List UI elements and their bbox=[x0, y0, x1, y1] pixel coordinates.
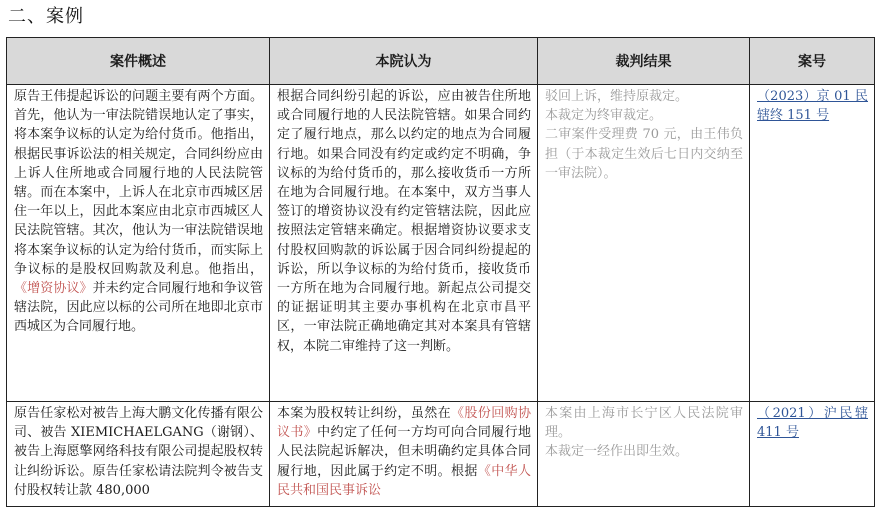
agreement-reference[interactable]: 《增资协议》 bbox=[14, 281, 93, 297]
case-number-cell bbox=[750, 85, 875, 402]
case-summary-text: 原告任家松对被告上海大鹏文化传播有限公司、被告 XIEMICHAELGANG（谢钢）、被告上海愿擎网络科技有限公司提起股权转让纠纷诉讼。原告任家松请法院判令被告支付股权转让款 480,000 bbox=[14, 406, 263, 498]
law-reference[interactable]: 《中华人民共和国民事诉讼 bbox=[277, 463, 531, 498]
result-line: 驳回上诉，维持原裁定。 bbox=[545, 89, 689, 104]
result-line: 本案由上海市长宁区人民法院审理。 bbox=[545, 406, 743, 441]
case-table bbox=[6, 37, 875, 507]
result-line: 本裁定一经作出即生效。 bbox=[545, 444, 689, 460]
result-line: 二审案件受理费 70 元，由王伟负担（于本裁定生效后七日内交纳至一审法院）。 bbox=[545, 127, 743, 181]
case-number-cell bbox=[750, 402, 875, 507]
agreement-reference[interactable]: 《股份回购协议书》 bbox=[277, 406, 531, 441]
header-case-number: 案号 bbox=[750, 38, 875, 85]
judgment-result-cell bbox=[538, 402, 750, 507]
case-number-link[interactable]: （2021）沪民辖 411 号 bbox=[757, 406, 868, 441]
case-summary-text-cont: 并未约定合同履行地和争议管辖法院，因此应以标的公司所在地即北京市西城区为合同履行地。 bbox=[14, 281, 263, 335]
judgment-result-cell bbox=[538, 85, 750, 402]
court-opinion-cell bbox=[270, 402, 538, 507]
table-header-row bbox=[7, 38, 875, 85]
court-opinion-text: 根据合同纠纷引起的诉讼，应由被告住所地或合同履行地的人民法院管辖。如果合同约定了履行地点，那么以约定的地点为合同履行地。如果合同没有约定或约定不明确，争议标的为给付货币的，那么接收货币一方所在地为合同履行地。在本案中，双方当事人签订的增资协议没有约定管辖法院，因此应按照法定管辖来确定。根据增资协议要求支付股权回购款的诉讼属于因合同纠纷提起的诉讼，所以争议标的为给付货币，接收货币一方所在地为合同履行地。新起点公司提交的证据证明其主要办事机构在北京市昌平区，一审法院正确地确定其对本案具有管辖权，本院二审维持了这一判断。 bbox=[277, 89, 531, 354]
case-summary-cell bbox=[7, 402, 270, 507]
result-line: 本裁定为终审裁定。 bbox=[545, 108, 663, 124]
court-opinion-text: 本案为股权转让纠纷，虽然在 bbox=[277, 406, 452, 421]
table-row bbox=[7, 402, 875, 507]
case-number-link[interactable]: （2023）京 01 民辖终 151 号 bbox=[757, 89, 868, 124]
case-summary-cell bbox=[7, 85, 270, 402]
header-opinion: 本院认为 bbox=[270, 38, 538, 85]
case-summary-text: 原告王伟提起诉讼的问题主要有两个方面。首先，他认为一审法院错误地认定了事实，将本案争议标的认定为给付货币。他指出，根据民事诉讼法的相关规定，合同纠纷应由上诉人住所地或合同履行地的人民法院管辖。而在本案中，上诉人在北京市西城区居住一年以上，因此本案应由北京市西城区人民法院管辖。其次，他认为一审法院错误地将本案争议标的认定为给付货币，而实际上争议标的是股权回购款及利息。他指出， bbox=[14, 89, 263, 277]
court-opinion-text-cont: 中约定了任何一方均可向合同履行地人民法院起诉解决，但未明确约定具体合同履行地，因此属于约定不明。根据 bbox=[277, 425, 531, 479]
court-opinion-cell bbox=[270, 85, 538, 402]
table-row bbox=[7, 85, 875, 402]
header-summary: 案件概述 bbox=[7, 38, 270, 85]
section-title: 二、案例 bbox=[8, 6, 84, 27]
header-result: 裁判结果 bbox=[538, 38, 750, 85]
